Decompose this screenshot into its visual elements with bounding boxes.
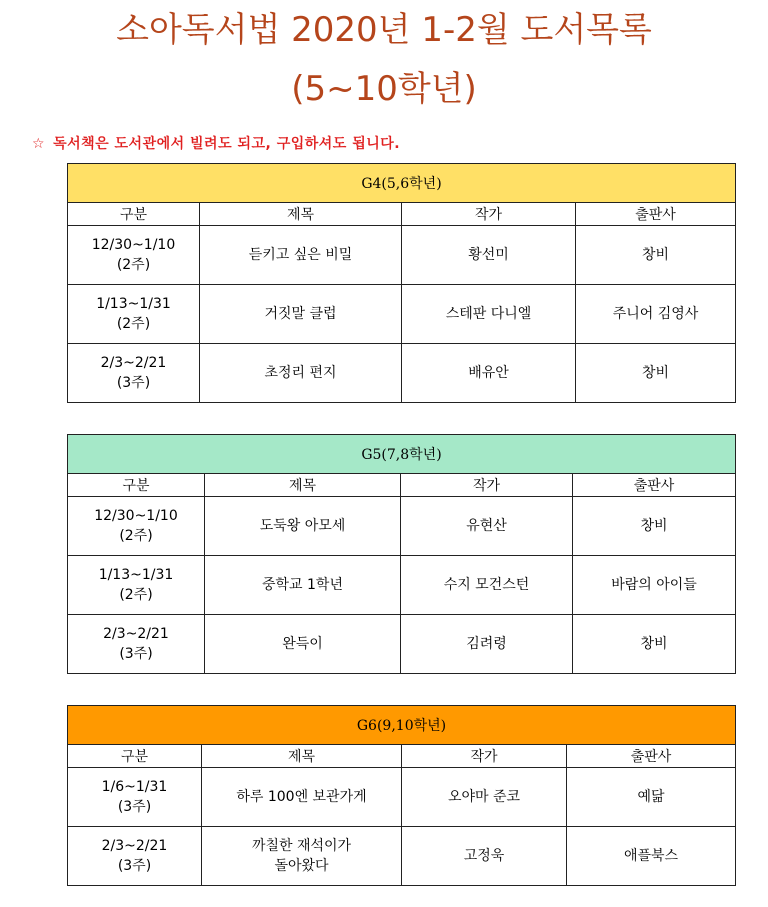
star-icon: ☆: [32, 136, 46, 152]
book-title-cell: 거짓말 클럽: [200, 285, 402, 344]
column-header-author: 작가: [402, 203, 576, 226]
period-cell: 1/6~1/31 (3주): [68, 768, 202, 827]
g4-table: [67, 163, 736, 403]
column-header-title: 제목: [205, 474, 401, 497]
table-row: [68, 827, 736, 886]
book-title-cell: 까칠한 재석이가 돌아왔다: [202, 827, 402, 886]
publisher-cell: 예닮: [567, 768, 736, 827]
author-cell: 스테판 다니엘: [402, 285, 576, 344]
publisher-cell: 주니어 김영사: [576, 285, 736, 344]
book-title-cell: 초정리 편지: [200, 344, 402, 403]
table-row: [68, 768, 736, 827]
column-header-period: 구분: [68, 203, 200, 226]
column-header-publisher: 출판사: [573, 474, 736, 497]
g4-header: G4(5,6학년): [68, 164, 736, 203]
author-cell: 수지 모건스턴: [401, 556, 573, 615]
g6-table: [67, 705, 736, 886]
g6-header: G6(9,10학년): [68, 706, 736, 745]
book-title-cell: 도둑왕 아모세: [205, 497, 401, 556]
author-cell: 황선미: [402, 226, 576, 285]
table-row: [68, 226, 736, 285]
g5-header: G5(7,8학년): [68, 435, 736, 474]
table-row: [68, 497, 736, 556]
author-cell: 유현산: [401, 497, 573, 556]
author-cell: 김려령: [401, 615, 573, 674]
page-title: 소아독서법 2020년 1-2월 도서목록: [116, 10, 652, 50]
column-header-publisher: 출판사: [576, 203, 736, 226]
column-header-period: 구분: [68, 745, 202, 768]
author-cell: 오야마 준코: [402, 768, 567, 827]
book-title-cell: 하루 100엔 보관가게: [202, 768, 402, 827]
column-header-author: 작가: [401, 474, 573, 497]
period-cell: 1/13~1/31 (2주): [68, 556, 205, 615]
table-row: [68, 615, 736, 674]
g5-table: [67, 434, 736, 674]
period-cell: 12/30~1/10 (2주): [68, 226, 200, 285]
column-header-author: 작가: [402, 745, 567, 768]
period-cell: 2/3~2/21 (3주): [68, 615, 205, 674]
publisher-cell: 창비: [573, 497, 736, 556]
period-cell: 1/13~1/31 (2주): [68, 285, 200, 344]
notice-text: 독서책은 도서관에서 빌려도 되고, 구입하셔도 됩니다.: [53, 136, 401, 152]
period-cell: 2/3~2/21 (3주): [68, 344, 200, 403]
notice: [32, 133, 400, 153]
publisher-cell: 바람의 아이들: [573, 556, 736, 615]
table-row: [68, 285, 736, 344]
column-header-title: 제목: [202, 745, 402, 768]
publisher-cell: 창비: [576, 344, 736, 403]
table-row: [68, 344, 736, 403]
book-title-cell: 듣키고 싶은 비밀: [200, 226, 402, 285]
publisher-cell: 애플북스: [567, 827, 736, 886]
period-cell: 2/3~2/21 (3주): [68, 827, 202, 886]
page-subtitle: (5~10학년): [291, 69, 477, 109]
author-cell: 배유안: [402, 344, 576, 403]
book-title-cell: 중학교 1학년: [205, 556, 401, 615]
column-header-period: 구분: [68, 474, 205, 497]
publisher-cell: 창비: [573, 615, 736, 674]
column-header-publisher: 출판사: [567, 745, 736, 768]
author-cell: 고정욱: [402, 827, 567, 886]
period-cell: 12/30~1/10 (2주): [68, 497, 205, 556]
publisher-cell: 창비: [576, 226, 736, 285]
column-header-title: 제목: [200, 203, 402, 226]
table-row: [68, 556, 736, 615]
book-title-cell: 완득이: [205, 615, 401, 674]
